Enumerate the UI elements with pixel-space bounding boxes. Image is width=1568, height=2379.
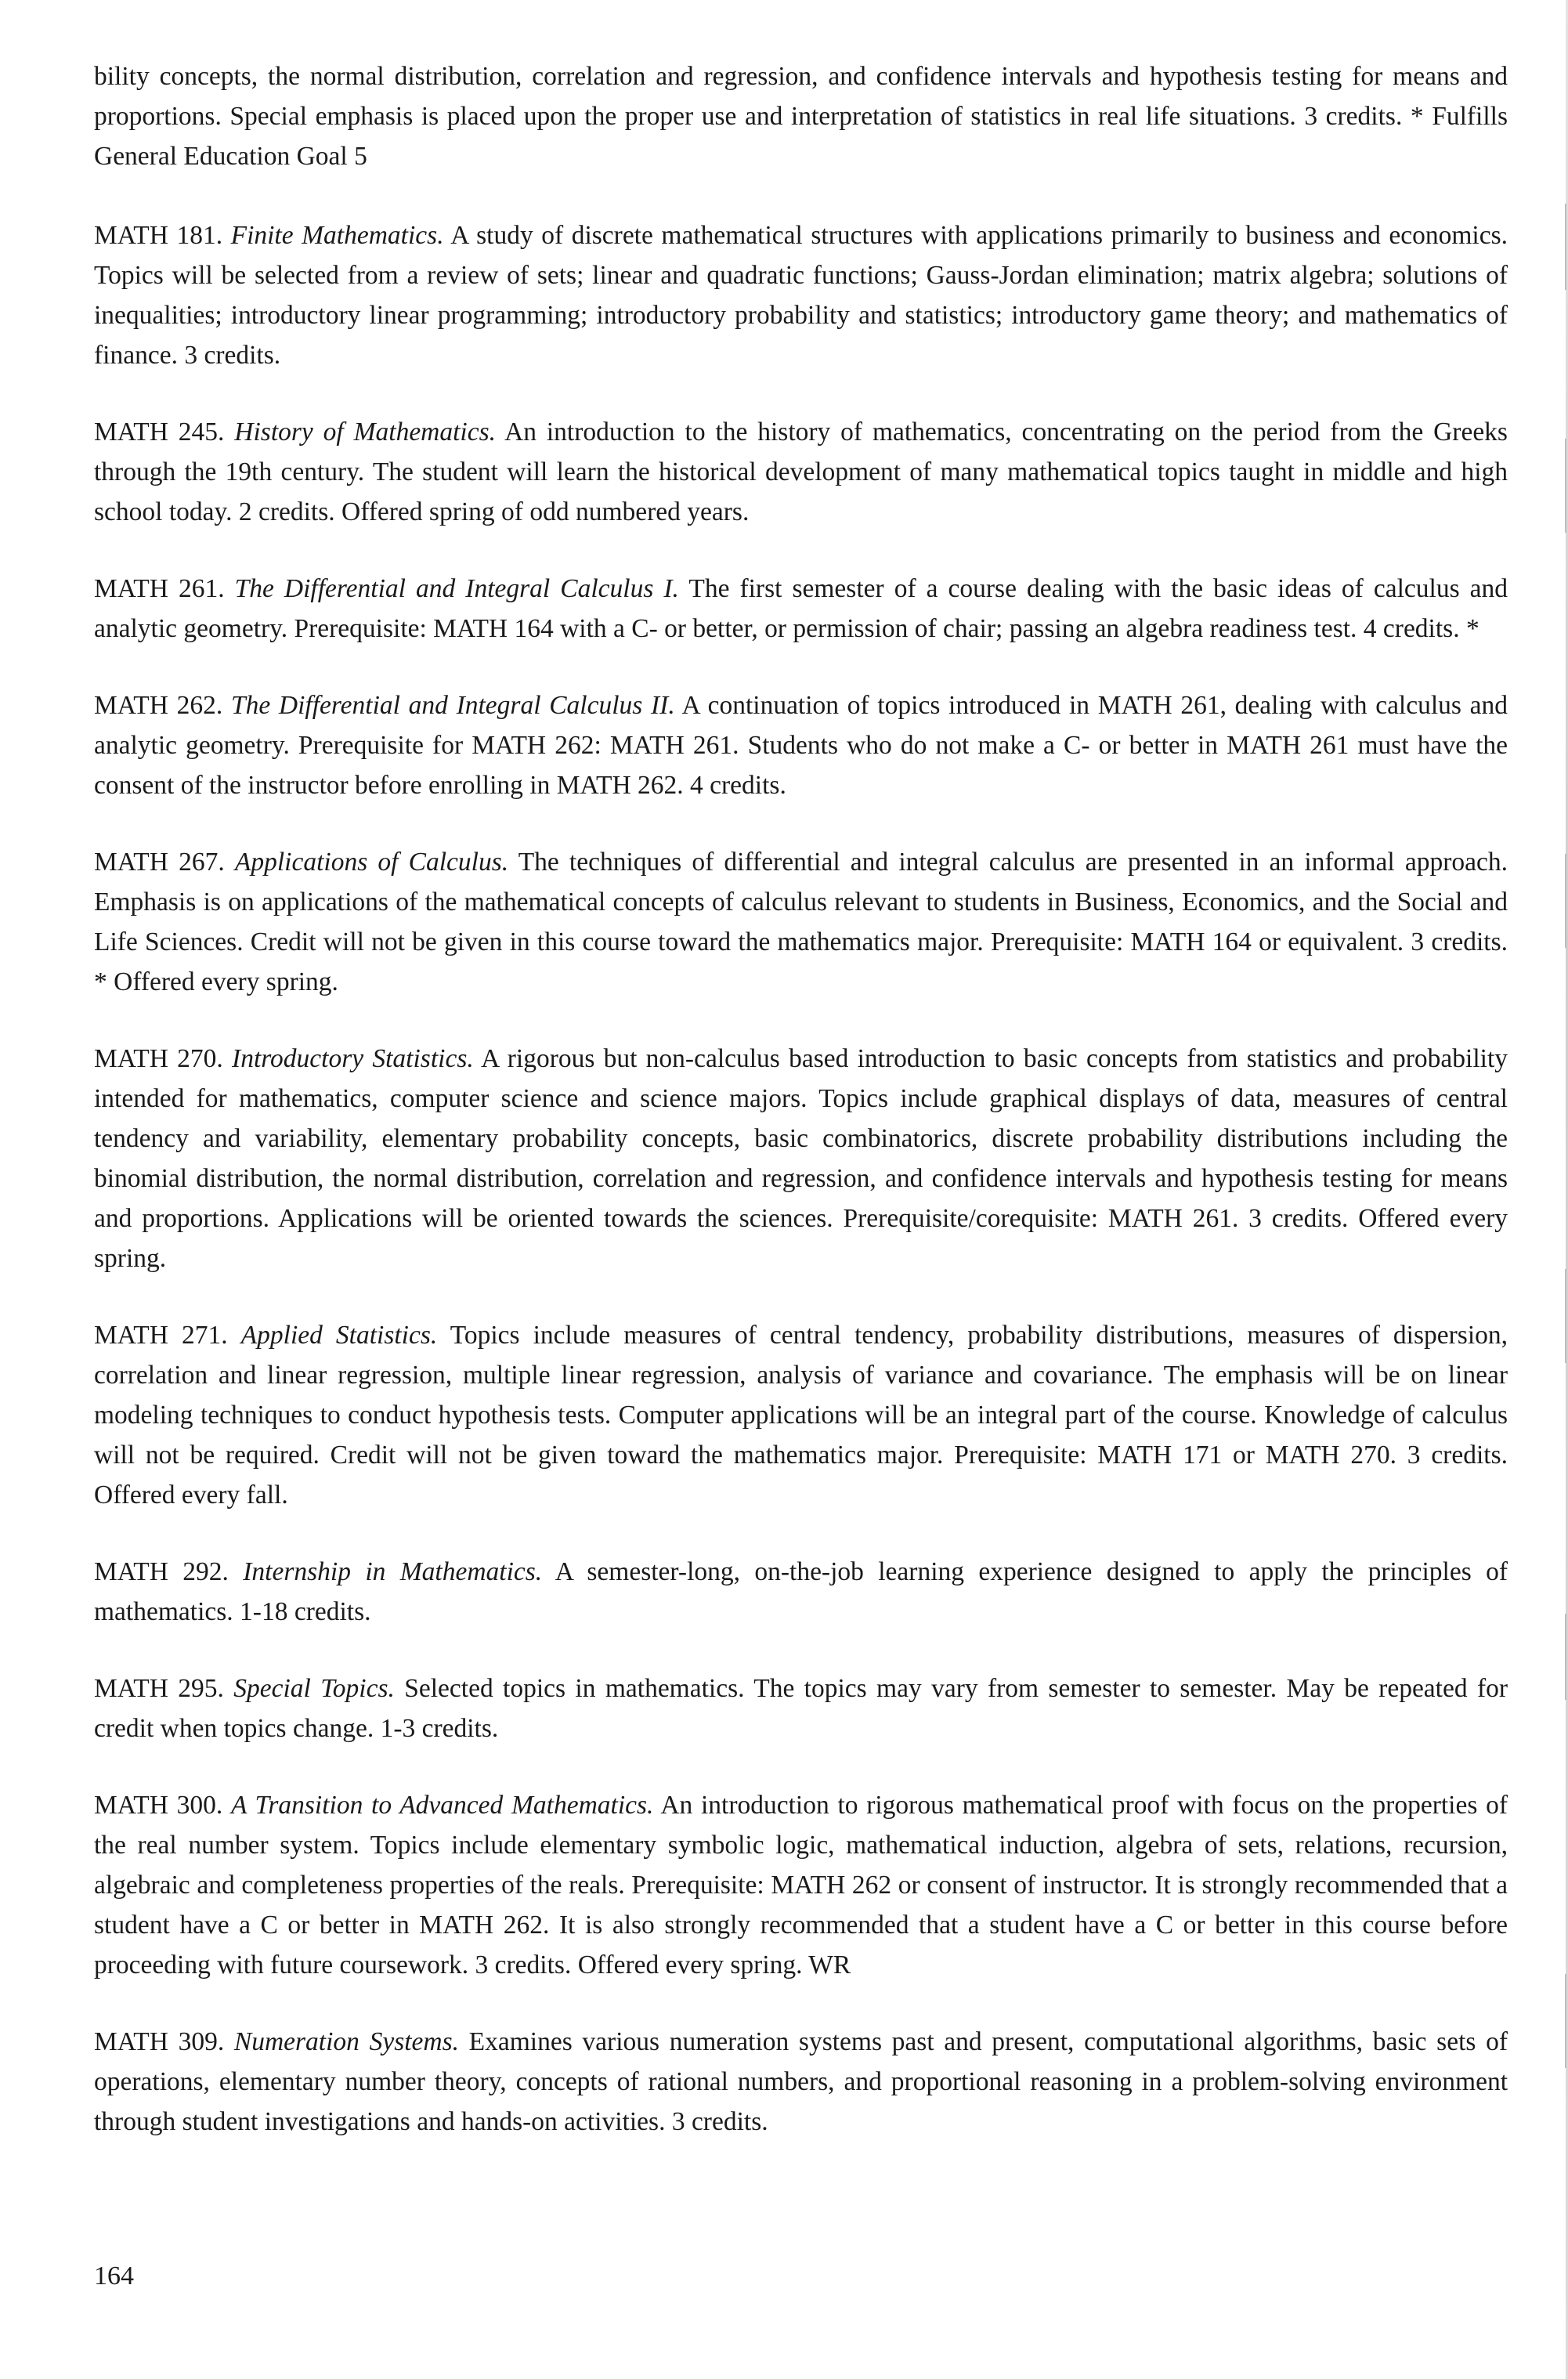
course-title: The Differential and Integral Calculus I.	[234, 574, 679, 603]
course-code: MATH 261.	[94, 574, 225, 603]
course-code: MATH 181.	[94, 221, 223, 250]
course-code: MATH 271.	[94, 1321, 228, 1350]
course-code: MATH 267.	[94, 848, 225, 877]
scan-edge-mark	[1565, 854, 1566, 948]
catalog-page	[94, 56, 1508, 2178]
course-title: Introductory Statistics.	[232, 1044, 474, 1073]
course-title: Finite Mathematics.	[230, 221, 444, 250]
course-entry	[94, 569, 1508, 649]
scan-edge-mark	[1565, 204, 1566, 290]
course-title: Applied Statistics.	[240, 1321, 438, 1350]
page-number: 164	[94, 2261, 134, 2290]
course-code: MATH 309.	[94, 2027, 225, 2056]
course-code: MATH 295.	[94, 1674, 224, 1703]
course-code: MATH 270.	[94, 1044, 223, 1073]
course-code: MATH 245.	[94, 418, 225, 447]
course-entry	[94, 1039, 1508, 1278]
course-title: Numeration Systems.	[233, 2027, 460, 2056]
scan-edge-mark	[1565, 1614, 1566, 1700]
scan-edge-mark	[1565, 439, 1566, 533]
course-entry	[94, 412, 1508, 532]
course-description: Examines various numeration systems past and present, computational algorithms, basic sets of operations, elementary number theory, concepts of rational numbers, and proportional reasoning in a problem-solving environment through student investigations and hands-on activities. 3 credits.	[94, 2027, 1508, 2136]
course-title: Internship in Mathematics.	[243, 1557, 543, 1586]
course-description: An introduction to rigorous mathematical proof with focus on the properties of the real number system. Topics include elementary symbolic logic, mathematical induction, algebra of sets, relations, recursion, algebraic and completeness properties of the reals. Prerequisite: MATH 262 or consent of instructor. It is strongly recommended that a student have a C or better in MATH 262. It is also strongly recommended that a student have a C or better in this course before proceeding with future coursework. 3 credits. Offered every spring. WR	[94, 1791, 1508, 1979]
course-description: A study of discrete mathematical structures with applications primarily to business and economics. Topics will be selected from a review of sets; linear and quadratic functions; Gauss-Jordan elimination; matrix algebra; solutions of inequalities; introductory linear programming; introductory probability and statistics; introductory game theory; and mathematics of finance. 3 credits.	[94, 221, 1508, 370]
course-code: MATH 262.	[94, 691, 223, 720]
course-entry	[94, 1315, 1508, 1515]
course-description: The first semester of a course dealing with the basic ideas of calculus and analytic geometry. Prerequisite: MATH 164 with a C- or better, or permission of chair; passing an algebra readiness test. 4 credits. *	[94, 574, 1508, 643]
course-entry	[94, 2022, 1508, 2142]
course-description: An introduction to the history of mathematics, concentrating on the period from the Greeks through the 19th century. The student will learn the historical development of many mathematical topics taught in middle and high school today. 2 credits. Offered spring of odd numbered years.	[94, 418, 1508, 526]
intro-paragraph: bility concepts, the normal distribution, correlation and regression, and confidence intervals and hypothesis testing for means and proportions. Special emphasis is placed upon the proper use and interpretation of statistics in real life situations. 3 credits. * Fulfills General Education Goal 5	[94, 62, 1508, 171]
course-description: Topics include measures of central tendency, probability distributions, measures of dispersion, correlation and linear regression, multiple linear regression, analysis of variance and covariance. The emphasis will be on linear modeling techniques to conduct hypothesis tests. Computer applications will be an integral part of the course. Knowledge of calculus will not be required. Credit will not be given toward the mathematics major. Prerequisite: MATH 171 or MATH 270. 3 credits. Offered every fall.	[94, 1321, 1508, 1509]
course-entry	[94, 1552, 1508, 1632]
course-description: A continuation of topics introduced in MATH 261, dealing with calculus and analytic geometry. Prerequisite for MATH 262: MATH 261. Students who do not make a C- or better in MATH 261 must have the consent of the instructor before enrolling in MATH 262. 4 credits.	[94, 691, 1508, 800]
course-entry	[94, 1669, 1508, 1748]
course-entry	[94, 1785, 1508, 1985]
course-title: The Differential and Integral Calculus II.	[230, 691, 675, 720]
course-code: MATH 292.	[94, 1557, 229, 1586]
course-code: MATH 300.	[94, 1791, 223, 1820]
course-description: Selected topics in mathematics. The topics may vary from semester to semester. May be repeated for credit when topics change. 1-3 credits.	[94, 1674, 1508, 1743]
course-entry	[94, 215, 1508, 375]
course-title: History of Mathematics.	[234, 418, 497, 447]
course-description: A semester-long, on-the-job learning experience designed to apply the principles of mathematics. 1-18 credits.	[94, 1557, 1508, 1626]
course-title: Applications of Calculus.	[234, 848, 509, 877]
course-title: A Transition to Advanced Mathematics.	[230, 1791, 654, 1820]
course-entry	[94, 685, 1508, 805]
course-entry	[94, 842, 1508, 1002]
course-title: Special Topics.	[233, 1674, 395, 1703]
course-description: A rigorous but non-calculus based introduction to basic concepts from statistics and probability intended for mathematics, computer science and science majors. Topics include graphical displays of data, measures of central tendency and variability, elementary probability concepts, basic combinatorics, discrete probability distributions including the binomial distribution, the normal distribution, correlation and regression, and confidence intervals and hypothesis testing for means and proportions. Applications will be oriented towards the sciences. Prerequisite/corequisite: MATH 261. 3 credits. Offered every spring.	[94, 1044, 1508, 1273]
scan-edge-mark	[1565, 1269, 1566, 1363]
scan-edge-mark	[1565, 1974, 1566, 2068]
course-description: The techniques of differential and integral calculus are presented in an informal approach. Emphasis is on applications of the mathematical concepts of calculus relevant to students in Business, Economics, and the Social and Life Sciences. Credit will not be given in this course toward the mathematics major. Prerequisite: MATH 164 or equivalent. 3 credits. * Offered every spring.	[94, 848, 1508, 996]
